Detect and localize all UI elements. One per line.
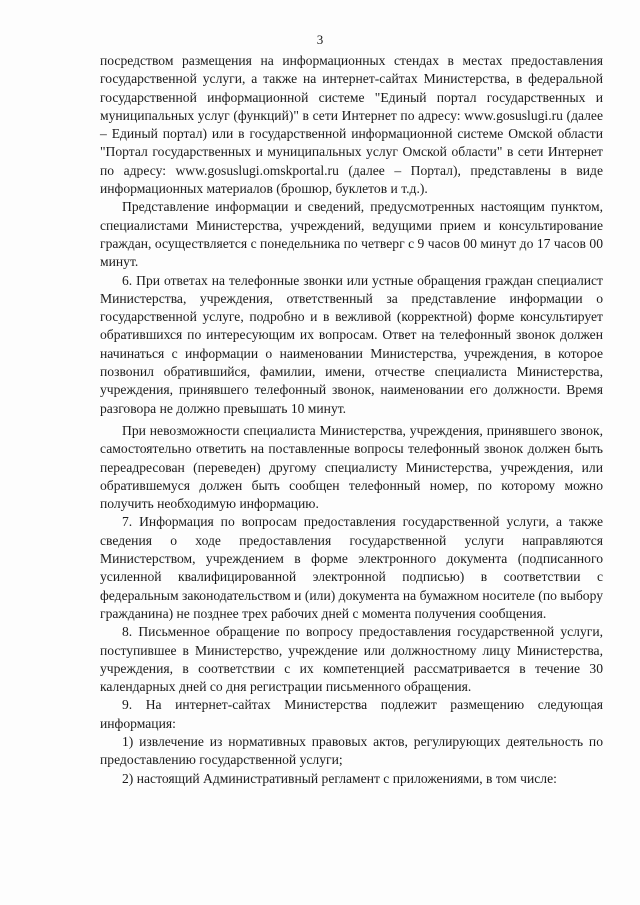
paragraph-item-8: 8. Письменное обращение по вопросу предоставления государственной услуги, поступившее в Министерство, учреждение или должностному лицу Министерства, учреждения, в соответствии с их компетенцией рассматривается в течение 30 календарных дней со дня регистрации письменного обращения. xyxy=(100,624,603,695)
paragraph-redirect: При невозможности специалиста Министерства, учреждения, принявшего звонок, самостоятельно ответить на поставленные вопросы телефонный звонок должен быть переадресован (переведен) другому специалисту Министерства, учреждения, или обратившемуся должен быть сообщен телефонный номер, по которому можно получить необходимую информацию. xyxy=(100,422,603,512)
list-item-2: 2) настоящий Административный регламент с приложениями, в том числе: xyxy=(122,770,557,786)
paragraph-item-6: 6. При ответах на телефонные звонки или устные обращения граждан специалист Министерства, учреждения, ответственный за представление информации о государственной услуге, подробно и в вежливой (корректной) форме консультирует обратившихся по интересующим их вопросам. Ответ на телефонный звонок должен начинаться с информации о наименовании Министерства, учреждения, в которое позвонил обратившийся, фамилии, имени, отчестве специалиста Министерства, учреждения, принявшего телефонный звонок, наименовании его должности. Время разговора не должно превышать 10 минут. xyxy=(100,272,603,416)
page-number: 3 xyxy=(316,32,324,47)
paragraph-item-7: 7. Информация по вопросам предоставления государственной услуги, а также сведения о ходе предоставления государственной услуги направляются Министерством, учреждением в форме электронного документа (подписанного усиленной квалифицированной электронной подписью) в соответствии с федеральным законодательством и (или) документа на бумажном носителе (по выбору гражданина) не позднее трех рабочих дней с момента получения сообщения. xyxy=(100,514,603,621)
list-item-1: 1) извлечение из нормативных правовых актов, регулирующих деятельность по предоставлению государственной услуги; xyxy=(100,733,603,768)
paragraph-item-9: 9. На интернет-сайтах Министерства подлежит размещению следующая информация: xyxy=(100,697,603,731)
document-body xyxy=(100,52,603,788)
paragraph-continuation: посредством размещения на информационных стендах в местах предоставления государственной услуги, а также на интернет-сайтах Министерства, в федеральной государственной информационной системе "Единый портал государственных и муниципальных услуг (функций)" в сети Интернет по адресу: www.gosuslugi.ru (далее – Единый портал) или в государственной информационной системе Омской области "Портал государственных и муниципальных услуг Омской области" в сети Интернет по адресу: www.gosuslugi.omskportal.ru (далее – Портал), представлены в виде информационных материалов (брошюр, буклетов и т.д.). xyxy=(100,53,603,197)
paragraph-schedule: Представление информации и сведений, предусмотренных настоящим пунктом, специалистами Министерства, учреждений, ведущими прием и консультирование граждан, осуществляется с понедельника по четверг с 9 часов 00 минут до 17 часов 00 минут. xyxy=(100,199,603,270)
